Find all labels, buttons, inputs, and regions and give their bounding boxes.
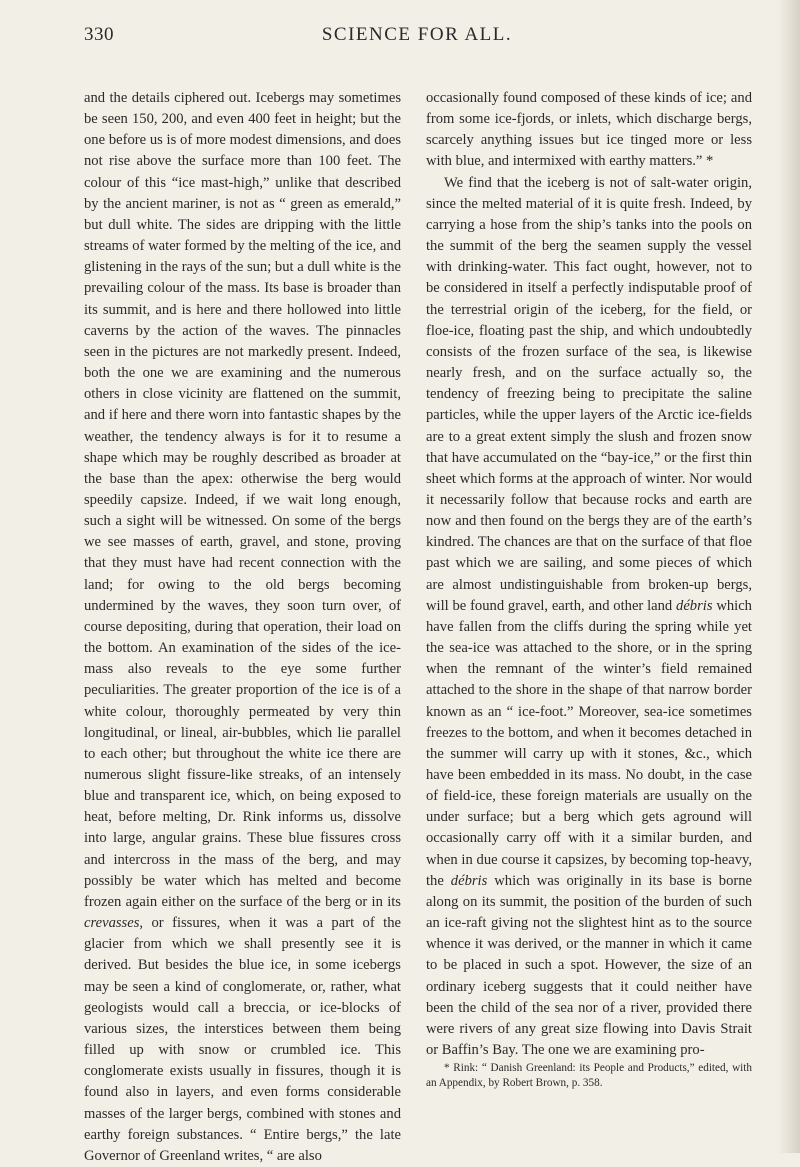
left-column bbox=[84, 88, 401, 1167]
italic-debris-1: débris bbox=[676, 597, 713, 614]
page-edge-shadow bbox=[778, 0, 800, 1153]
italic-crevasses: crevasses bbox=[84, 915, 140, 932]
italic-debris-2: débris bbox=[450, 872, 488, 889]
right-paragraph-2-text-c: which was originally in its base is borne along on its summit, the position of the burden of such an ice-raft giving not the slightest hint as to the source whence it was derived, or the manner in which it came to be placed in such a spot. However, the size of an ordinary iceberg suggests that it could neither have been the child of the sea nor of a river, provided there were rivers of any great size flowing into Davis Strait or Baffin’s Bay. The one we are examining pro- bbox=[426, 872, 752, 1059]
footnote: * Rink: “ Danish Greenland: its People and Products,” edited, with an Appendix, by Robert Brown, p. 358. bbox=[426, 1062, 752, 1089]
left-paragraph bbox=[84, 88, 401, 1167]
left-paragraph-text: and the details ciphered out. Icebergs may sometimes be seen 150, 200, and even 400 feet in height; but the one before us is of more modest dimensions, and does not rise above the surface more than 100 feet. The colour of this “ice mast-high,” unlike that described by the ancient mariner, is not as “ green as emerald,” but dull white. The sides are dripping with the little streams of water formed by the melting of the ice, and glistening in the rays of the sun; but a dull white is the prevailing colour of the mass. Its base is broader than its summit, and is here and there hollowed into little caverns by the action of the waves. The pinnacles seen in the pictures are not markedly present. Indeed, both the one we are examining and the numerous others in close vicinity are flattened on the summit, and if here and there worn into fantastic shapes by the weather, the tendency always is for it to resume a shape which may be roughly described as broader at the base than the apex: otherwise the berg would speedily capsize. Indeed, if we wait long enough, such a sight will be witnessed. On some of the bergs we see masses of earth, gravel, and stone, proving that they must have had recent connection with the land; for owing to the old bergs becoming undermined by the waves, they soon turn over, of course depositing, during that operation, their load on the bottom. An examination of the sides of the ice-mass also reveals to the eye some further peculiarities. The greater proportion of the ice is of a white colour, thoroughly permeated by very thin longitudinal, or lineal, air-bubbles, which lie parallel to each other; but throughout the white ice there are numerous slight fissure-like streaks, of an intensely blue and transparent ice, which, on being exposed to heat, before melting, Dr. Rink informs us, dissolve into large, angular grains. These blue fissures cross and intercross in the mass of the berg, and may possibly be water which has melted and become frozen again either on the surface of the berg or in its bbox=[84, 90, 401, 910]
running-title: SCIENCE FOR ALL. bbox=[321, 24, 513, 45]
right-column bbox=[426, 88, 752, 1090]
right-paragraph-2 bbox=[426, 173, 752, 1062]
right-paragraph-1: occasionally found composed of these kinds of ice; and from some ice-fjords, or inlets, which discharge bergs, scarcely anything issues but ice tinged more or less with blue, and intermixed with earthy matters.” * bbox=[426, 90, 752, 170]
page-header bbox=[84, 24, 750, 58]
left-paragraph-continuation: , or fissures, when it was a part of the glacier from which we shall presently see it is derived. But besides the blue ice, in some icebergs may be seen a kind of conglomerate, or, rather, what geologists would call a breccia, or ice-blocks of various sizes, the interstices between them being filled up with snow or crumbled ice. This conglomerate exists usually in fissures, though it is found also in layers, and even forms considerable masses of the larger bergs, combined with stones and earthy foreign substances. “ Entire bergs,” the late Governor of Greenland writes, “ are also bbox=[84, 915, 401, 1164]
right-paragraph-2-text-a: We find that the iceberg is not of salt-water origin, since the melted material of it is quite fresh. Indeed, by carrying a hose from the ship’s tanks into the pools on the summit of the berg the seamen supply the vessel with drinking-water. This fact ought, however, not to be considered in itself a perfectly indisputable proof of the terrestrial origin of the iceberg, for the field, or floe-ice, floating past the ship, and which undoubtedly consists of the frozen surface of the sea, is likewise nearly fresh, and on the surface actually so, the tendency of freezing being to precipitate the saline particles, while the upper layers of the Arctic ice-fields are to a great extent simply the slush and frozen snow that have accumulated on the “bay-ice,” or the first thin sheet which forms at the approach of winter. Nor would it necessarily follow that because rocks and earth are now and then found on the bergs they are of the earth’s kindred. The chances are that on the surface of that floe past which we are sailing, and some pieces of which are almost undistinguishable from broken-up bergs, will be found gravel, earth, and other land bbox=[426, 174, 752, 614]
right-paragraph-2-text-b: which have fallen from the cliffs during the spring while yet the sea-ice was attached to the shore, or in the spring when the remnant of the winter’s field remained attached to the shore in the shape of that narrow border known as an “ ice-foot.” Moreover, sea-ice sometimes freezes to the bottom, and when it becomes detached in the summer will carry up with it stones, &c., which have been embedded in its mass. No doubt, in the case of field-ice, these foreign materials are usually on the under surface; but a berg which gets aground will occasionally carry off with it a similar burden, and when in due course it capsizes, by becoming top-heavy, the bbox=[426, 597, 752, 889]
page-number: 330 bbox=[84, 24, 114, 45]
